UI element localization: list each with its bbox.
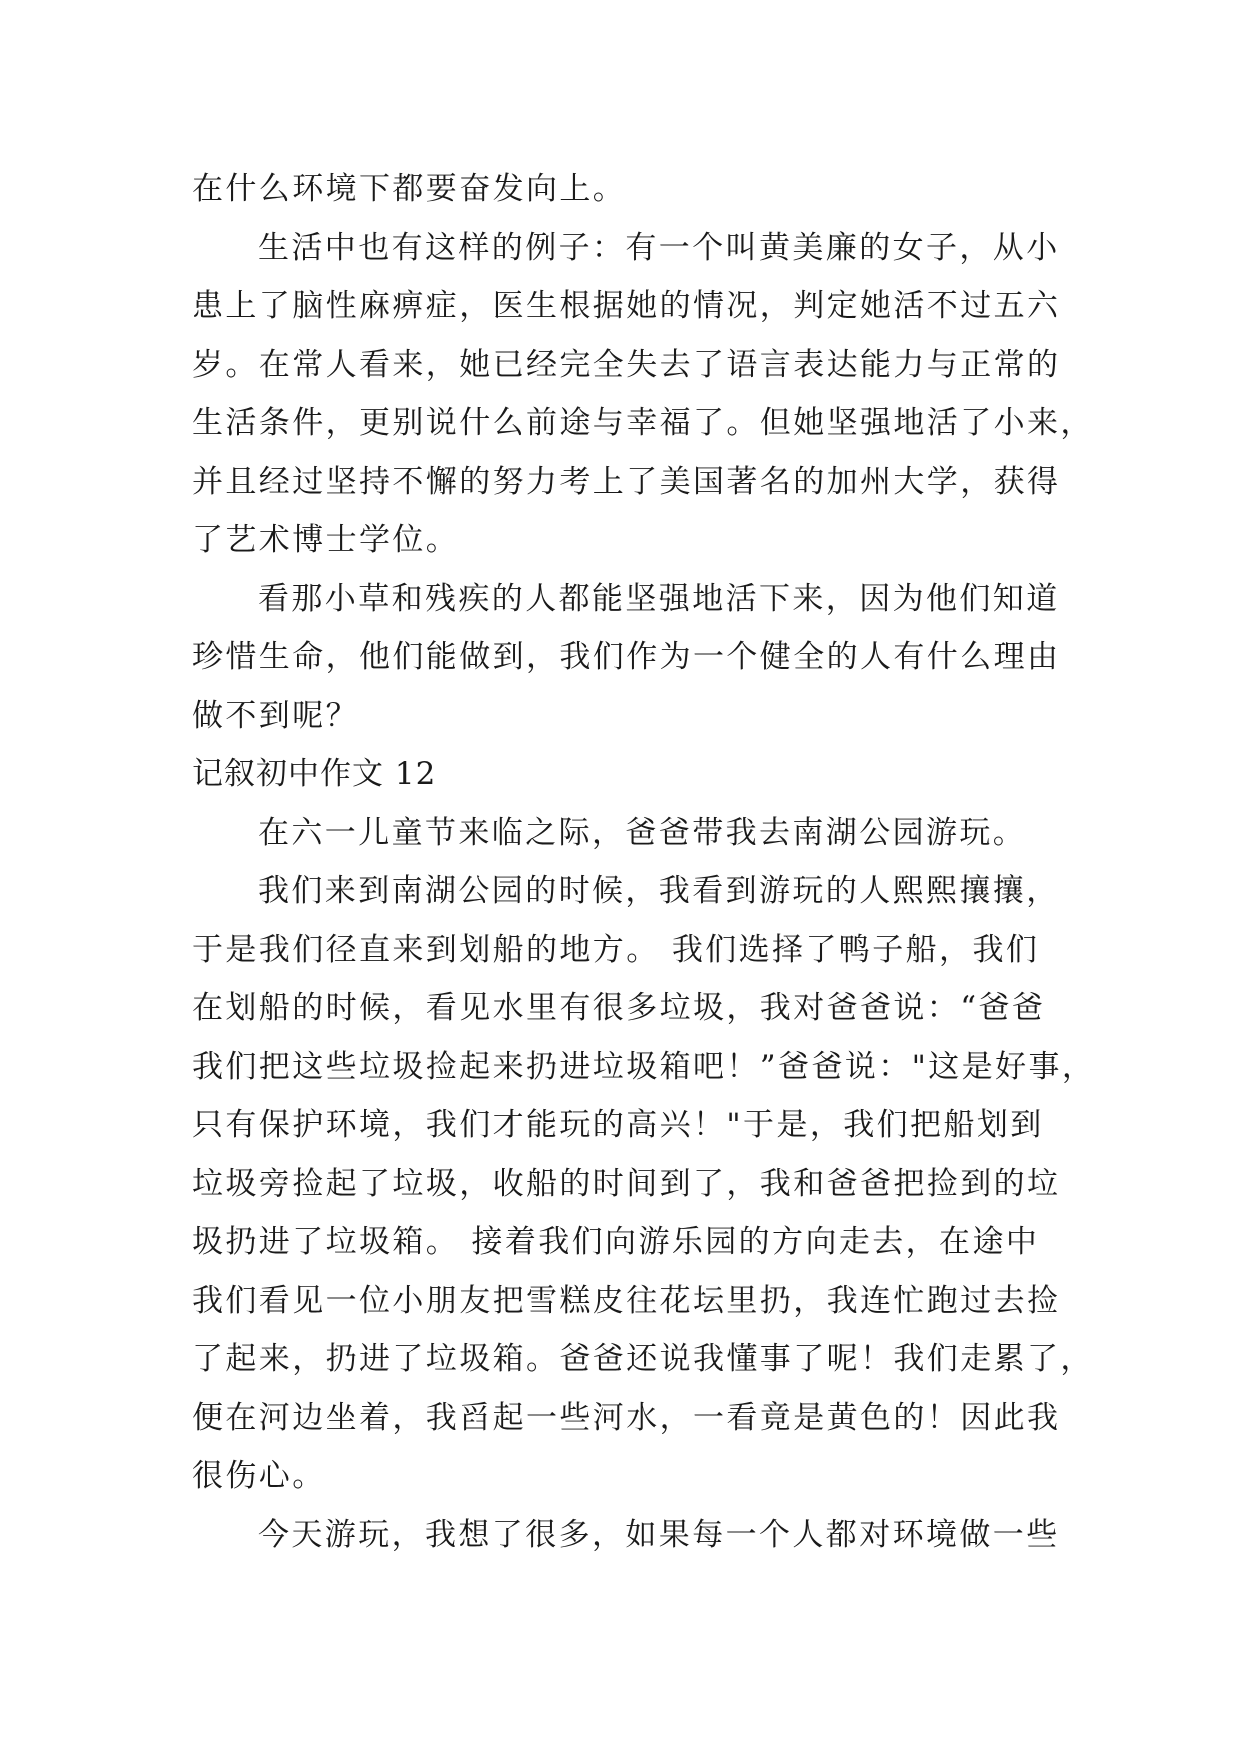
text-line: 很伤心。	[192, 1458, 326, 1494]
text-line: 做不到呢？	[192, 697, 359, 734]
text-line: 只有保护环境，我们才能玩的高兴！"于是，我们把船划到	[192, 1107, 1044, 1143]
text-line: 珍惜生命，他们能做到，我们作为一个健全的人有什么理由	[192, 639, 1061, 675]
text-line: 并且经过坚持不懈的努力考上了美国著名的加州大学，获得	[192, 463, 1061, 500]
text-line: 岁。在常人看来，她已经完全失去了语言表达能力与正常的	[192, 346, 1061, 383]
text-line: 圾扔进了垃圾箱。 接着我们向游乐园的方向走去，在途中	[192, 1224, 1040, 1260]
text-line: 今天游玩，我想了很多，如果每一个人都对环境做一些	[258, 1516, 1060, 1553]
section-heading: 记叙初中作文 12	[192, 756, 437, 792]
text-line: 了起来，扔进了垃圾箱。爸爸还说我懂事了呢！我们走累了，	[192, 1341, 1094, 1377]
text-line: 我们看见一位小朋友把雪糕皮往花坛里扔，我连忙跑过去捡	[192, 1282, 1061, 1319]
text-line: 看那小草和残疾的人都能坚强地活下来，因为他们知道	[258, 580, 1060, 617]
text-line: 患上了脑性麻痹症，医生根据她的情况，判定她活不过五六	[192, 288, 1061, 324]
text-line: 生活条件，更别说什么前途与幸福了。但她坚强地活了小来，	[192, 405, 1094, 441]
text-line: 生活中也有这样的例子：有一个叫黄美廉的女子，从小	[258, 229, 1060, 266]
text-line: 我们把这些垃圾捡起来扔进垃圾箱吧！”爸爸说："这是好事，	[192, 1048, 1096, 1085]
text-line: 了艺术博士学位。	[192, 522, 460, 558]
text-line: 在六一儿童节来临之际，爸爸带我去南湖公园游玩。	[258, 814, 1027, 851]
text-line: 我们来到南湖公园的时候，我看到游玩的人熙熙攘攘，	[258, 873, 1060, 909]
text-line: 于是我们径直来到划船的地方。 我们选择了鸭子船，我们	[192, 931, 1040, 968]
text-line: 垃圾旁捡起了垃圾，收船的时间到了，我和爸爸把捡到的垃	[192, 1165, 1061, 1202]
text-line: 便在河边坐着，我舀起一些河水，一看竟是黄色的！因此我	[192, 1399, 1061, 1436]
essay-text	[192, 160, 1096, 1564]
text-line: 在划船的时候，看见水里有很多垃圾，我对爸爸说：“爸爸	[192, 990, 1046, 1026]
text-line: 在什么环境下都要奋发向上。	[192, 171, 627, 207]
